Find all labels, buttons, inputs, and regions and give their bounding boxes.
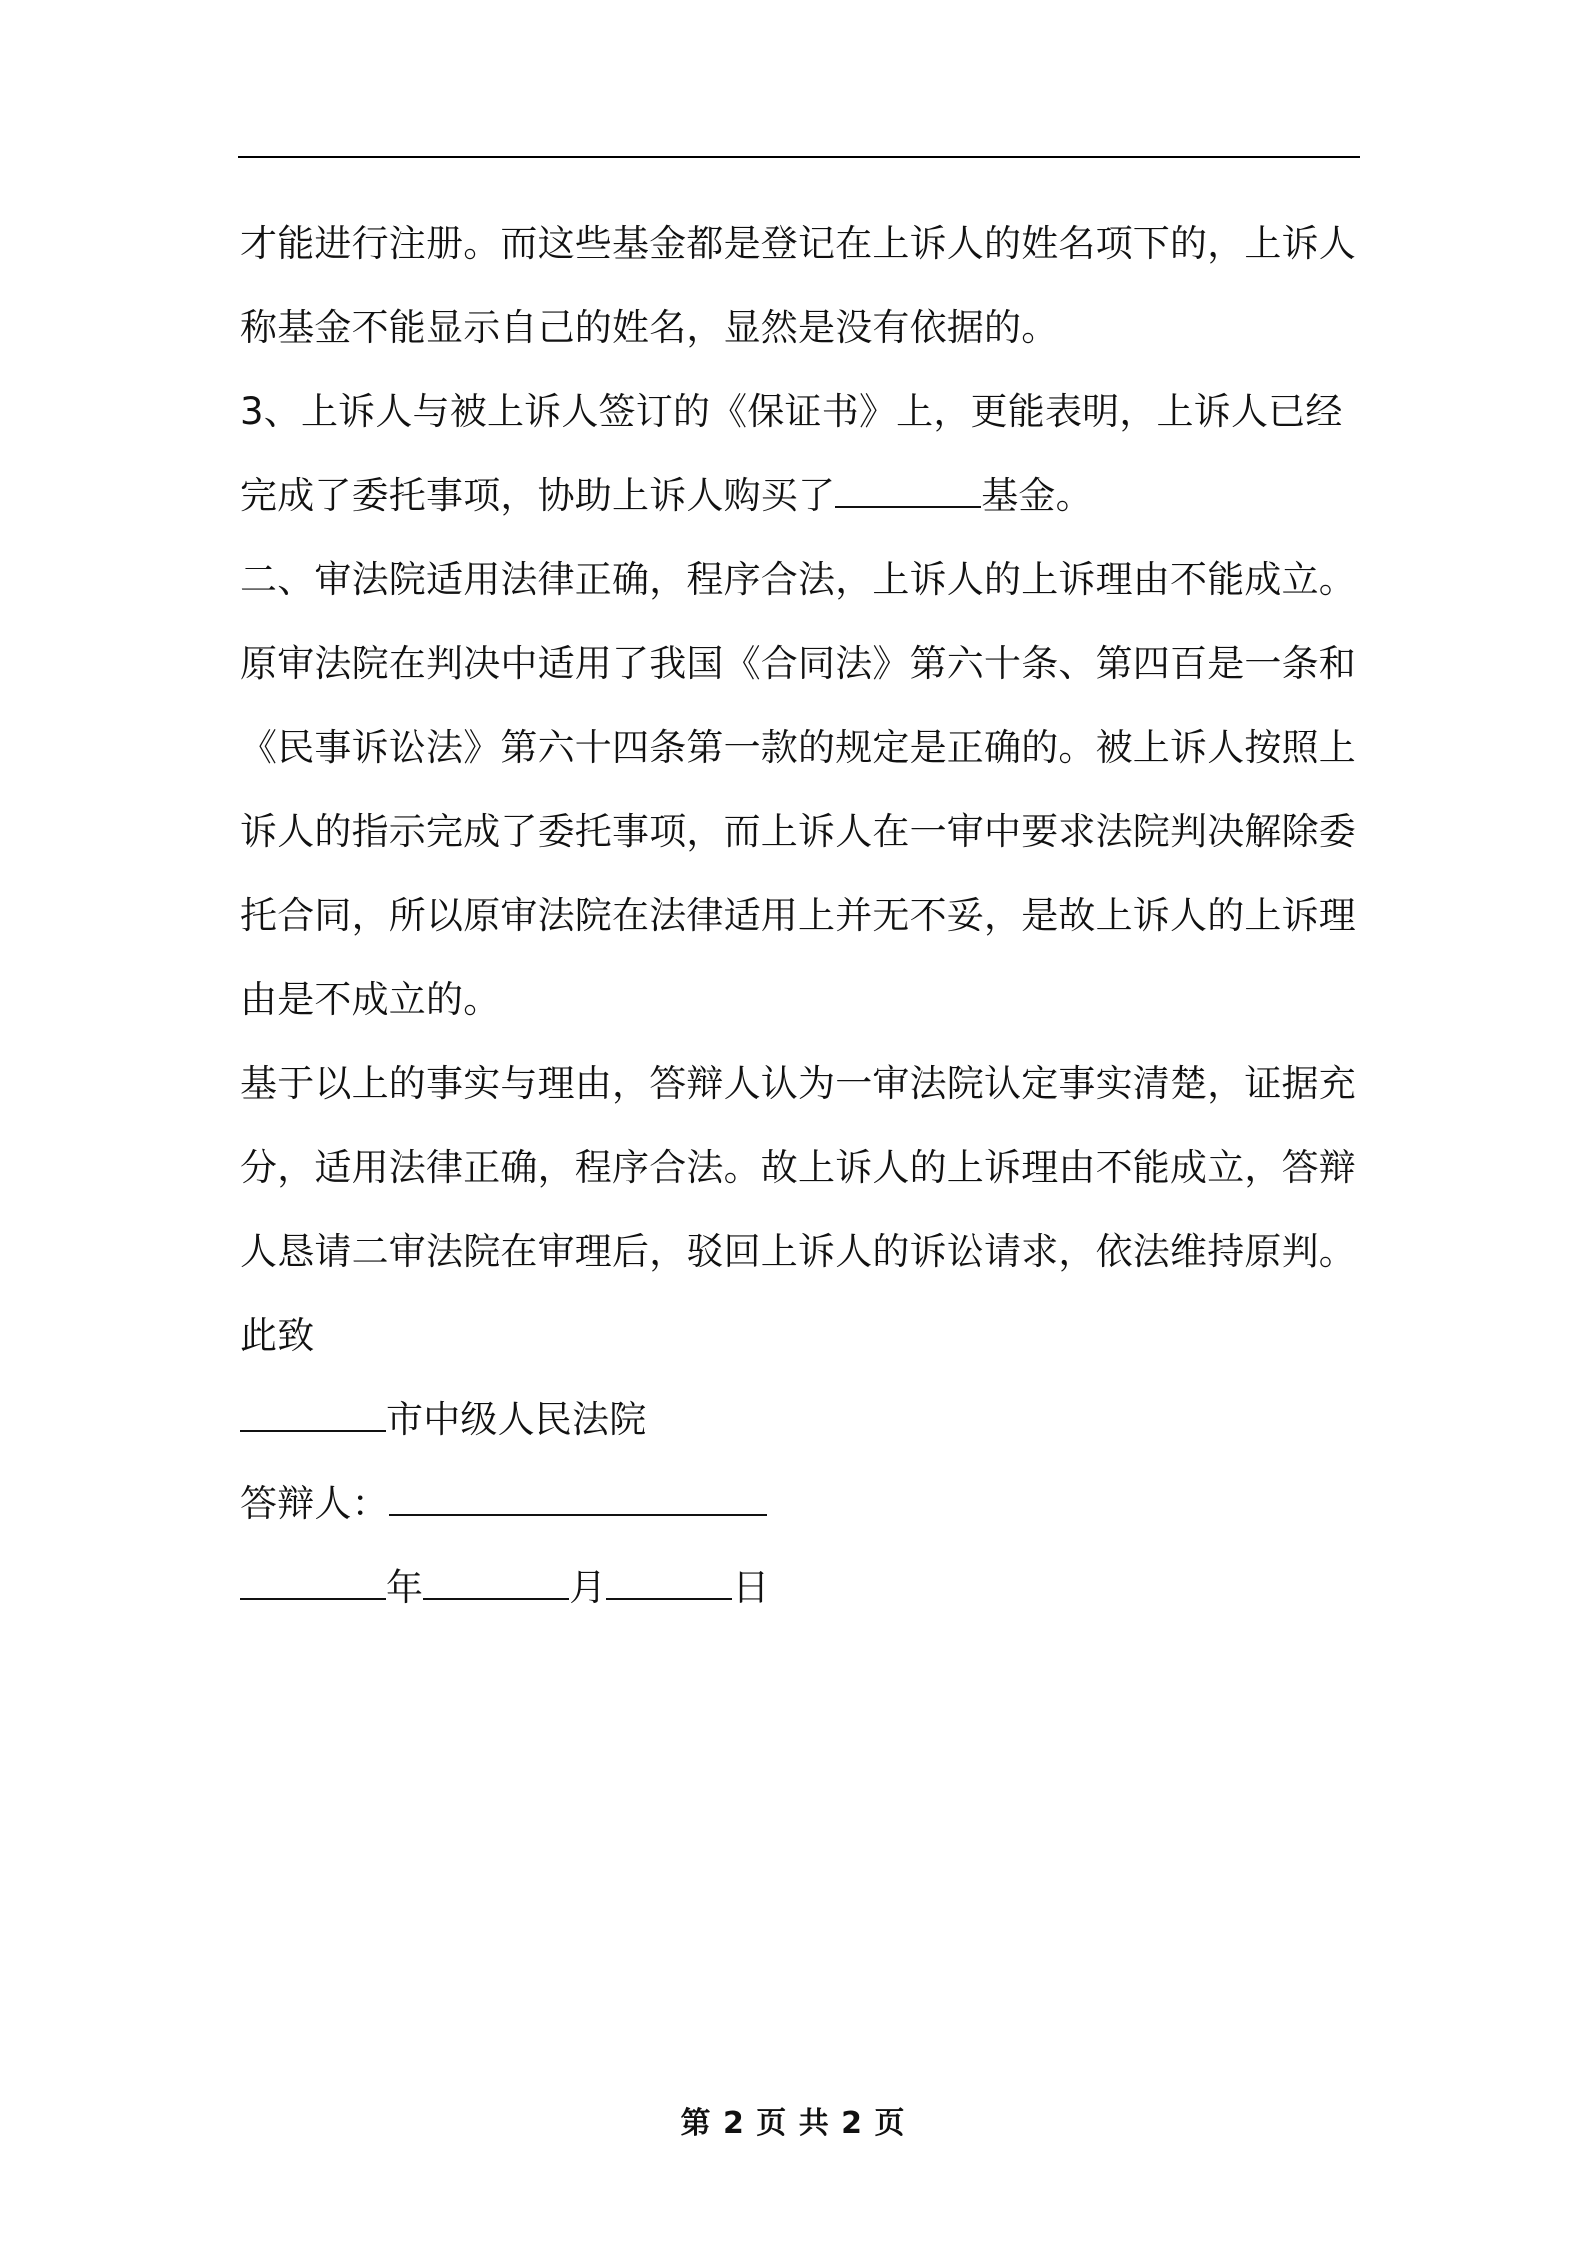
point3-line: 3、上诉人与被上诉人签订的《保证书》上，更能表明，上诉人已经 [240,390,1343,433]
point3-text-before: 完成了委托事项，协助上诉人购买了 [240,474,836,517]
section2-line: 托合同，所以原审法院在法律适用上并无不妥，是故上诉人的上诉理 [240,894,1356,937]
respondent-label: 答辩人： [240,1482,389,1525]
section2-line: 诉人的指示完成了委托事项，而上诉人在一审中要求法院判决解除委 [240,810,1356,853]
respondent-line [240,1462,1370,1546]
conclusion-line: 分，适用法律正确，程序合法。故上诉人的上诉理由不能成立，答辩 [240,1146,1356,1189]
year-blank [240,1568,386,1600]
paragraph-line: 称基金不能显示自己的姓名，显然是没有依据的。 [240,306,1059,349]
section2-line: 由是不成立的。 [240,978,501,1021]
city-blank [240,1400,386,1432]
salutation: 此致 [240,1314,315,1357]
month-label: 月 [569,1566,607,1609]
section2-line: 《民事诉讼法》第六十四条第一款的规定是正确的。被上诉人按照上 [240,726,1356,769]
conclusion-line: 人恳请二审法院在审理后，驳回上诉人的诉讼请求，依法维持原判。 [240,1230,1356,1273]
respondent-signature-blank [389,1484,767,1516]
month-blank [423,1568,569,1600]
page-footer: 第 2 页 共 2 页 [680,2106,906,2141]
section2-line: 原审法院在判决中适用了我国《合同法》第六十条、第四百是一条和 [240,642,1356,685]
day-blank [606,1568,732,1600]
section2-heading: 二、审法院适用法律正确，程序合法，上诉人的上诉理由不能成立。 [240,558,1356,601]
year-label: 年 [386,1566,424,1609]
document-body [240,202,1370,1630]
paragraph-line: 才能进行注册。而这些基金都是登记在上诉人的姓名项下的，上诉人 [240,222,1356,265]
day-label: 日 [732,1566,770,1609]
court-name: 市中级人民法院 [386,1398,647,1441]
point3-text-after: 基金。 [981,474,1093,517]
court-line [240,1378,1370,1462]
header-rule [238,156,1360,158]
conclusion-line: 基于以上的事实与理由，答辩人认为一审法院认定事实清楚，证据充 [240,1062,1356,1105]
date-line [240,1546,1370,1630]
point3-line [240,454,1370,538]
fund-name-blank [835,476,981,508]
